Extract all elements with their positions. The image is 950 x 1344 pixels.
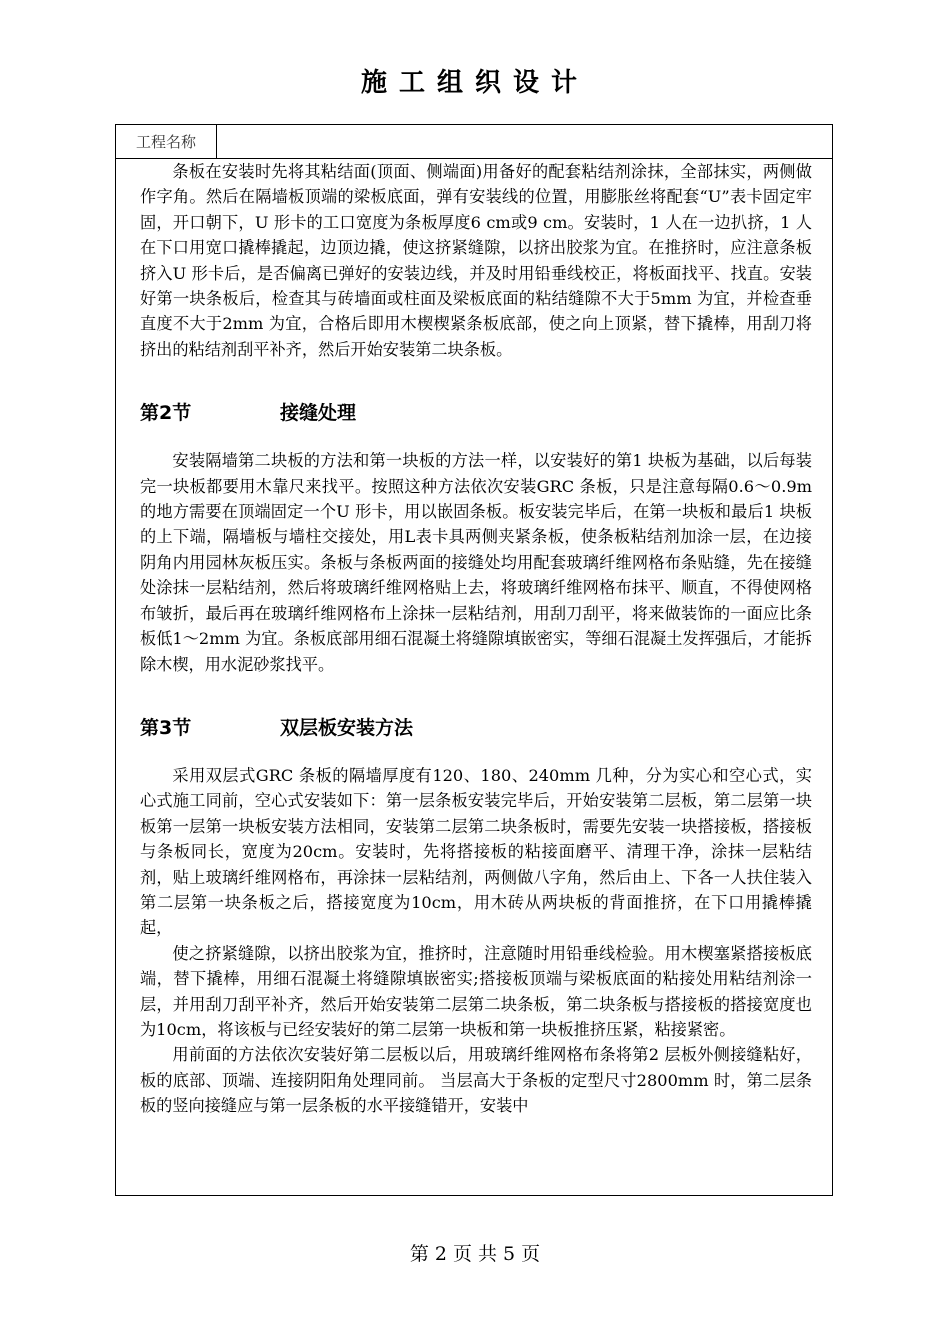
section-3-title: 双层板安装方法 <box>280 716 414 739</box>
section-2-title: 接缝处理 <box>280 402 357 425</box>
section-3-number: 第3节 <box>140 716 192 739</box>
document-body <box>140 159 812 1119</box>
content-table <box>115 124 833 1196</box>
project-name-row <box>116 125 832 159</box>
section-2-paragraph: 安装隔墙第二块板的方法和第一块板的方法一样，以安装好的第1 块板为基础，以后每装完一块板都要用木靠尺来找平。按照这种方法依次安装GRC 条板，只是注意每隔0.6～0.9m 的地方需要在顶端固定一个U 形卡，用以嵌固条板。板安装完毕后，在第一块板和最后1 块板的上下端，隔墙板与墙柱交接处，用L表卡具两侧夹紧条板，使条板粘结剂加涂一层，在边接阴角内用园林灰板压实。条板与条板两面的接缝处均用配套玻璃纤维网格布条贴缝，先在接缝处涂抹一层粘结剂，然后将玻璃纤维网格贴上去，将玻璃纤维网格布抹平、顺直，不得使网格布皱折，最后再在玻璃纤维网格布上涂抹一层粘结剂，用刮刀刮平，将来做装饰的一面应比条板低1～2mm 为宜。条板底部用细石混凝土将缝隙填嵌密实，等细石混凝土发挥强后，才能拆除木楔，用水泥砂浆找平。 <box>140 451 812 674</box>
page-number: 第 2 页 共 5 页 <box>409 1243 541 1265</box>
intro-paragraph: 条板在安装时先将其粘结面(顶面、侧端面)用备好的配套粘结剂涂抹，全部抹实，两侧做作字角。然后在隔墙板顶端的梁板底面，弹有安装线的位置，用膨胀丝将配套“U”表卡固定牢固，开口朝下，U 形卡的工口宽度为条板厚度6 cm或9 cm。安装时，1 人在一边扒挤，1 人在下口用宽口撬棒撬起，边顶边撬，使这挤紧缝隙，以挤出胶浆为宜。在推挤时，应注意条板挤入U 形卡后，是否偏离已弹好的安装边线，并及时用铅垂线校正，将板面找平、找直。安装好第一块条板后，检查其与砖墙面或柱面及梁板底面的粘结缝隙不大于5mm 为宜，并检查垂直度不大于2mm 为宜，合格后即用木楔楔紧条板底部，使之向上顶紧，替下撬棒，用刮刀将挤出的粘结剂刮平补齐，然后开始安装第二块条板。 <box>140 162 812 359</box>
section-3-heading <box>140 713 812 743</box>
section-3-paragraph-1: 采用双层式GRC 条板的隔墙厚度有120、180、240mm 几种，分为实心和空心式，实心式施工同前，空心式安装如下：第一层条板安装完毕后，开始安装第二层板，第二层第一块板第一层第一块板安装方法相同，安装第二层第二块条板时，需要先安装一块搭接板，搭接板与条板同长，宽度为20cm。安装时，先将搭接板的粘接面磨平、清理干净，涂抹一层粘结剂，贴上玻璃纤维网格布，再涂抹一层粘结剂，两侧做八字角，然后由上、下各一人扶住装入第二层第一块条板之后，搭接宽度为10cm，用木砖从两块板的背面推挤，在下口用撬棒撬起， <box>140 765 812 938</box>
document-title: 施工组织设计 <box>360 68 589 98</box>
project-name-label: 工程名称 <box>116 125 217 158</box>
section-3-paragraph-2: 使之挤紧缝隙，以挤出胶浆为宜，推挤时，注意随时用铅垂线检验。用木楔塞紧搭接板底端，替下撬棒，用细石混凝土将缝隙填嵌密实;搭接板顶端与梁板底面的粘接处用粘结剂涂一层，并用刮刀刮平补齐，然后开始安装第二层第二块条板，第二块条板与搭接板的搭接宽度也为10cm，将该板与已经安装好的第二层第一块板和第一块板推挤压紧，粘接紧密。 <box>140 943 812 1039</box>
project-name-value <box>217 125 832 158</box>
section-2-heading <box>140 398 812 428</box>
section-2-number: 第2节 <box>140 402 192 425</box>
section-3-paragraph-3: 用前面的方法依次安装好第二层板以后，用玻璃纤维网格布条将第2 层板外侧接缝粘好，板的底部、顶端、连接阴阳角处理同前。 当层高大于条板的定型尺寸2800mm 时，第二层条板的竖向接缝应与第一层条板的水平接缝错开，安装中 <box>140 1045 812 1116</box>
